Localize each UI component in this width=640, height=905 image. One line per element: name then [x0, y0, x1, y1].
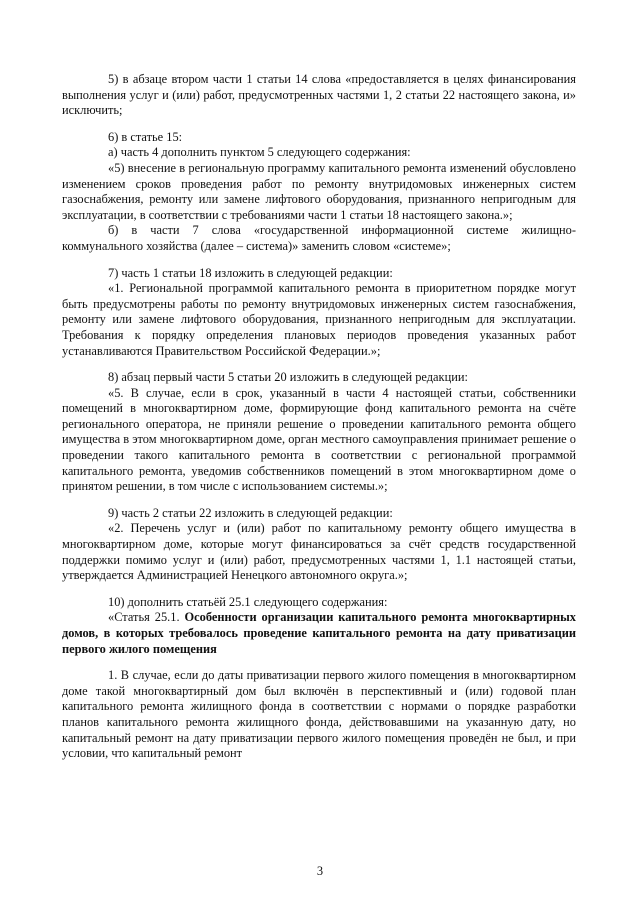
page-number: 3 — [316, 864, 324, 878]
article-heading — [62, 610, 576, 657]
paragraph: «5) внесение в региональную программу капитального ремонта изменений обусловлено изменением сроков проведения работ по ремонту внутридомовых инженерных систем газоснабжения, ремонту или замене лифтового оборудования, признанного непригодным для эксплуатации, в соответствии с требованиями части 1 статьи 18 настоящего закона.»; — [62, 160, 576, 222]
amendment-item-8 — [62, 370, 576, 495]
document-page — [62, 72, 576, 773]
paragraph: «5. В случае, если в срок, указанный в части 4 настоящей статьи, собственники помещений в многоквартирном доме, формирующие фонд капитального ремонта на счёте регионального оператора, не приняли решение о проведении капитального ремонта общего имущества в этом многоквартирном доме, орган местного самоуправления принимает решение о проведении такого капитального ремонта в соответствии с региональной программой капитального ремонта, уведомив собственников помещений в этом многоквартирном доме о принятом решении, в том числе с использованием системы.»; — [62, 385, 576, 494]
paragraph: б) в части 7 слова «государственной информационной системе жилищно-коммунального хозяйства (далее – система)» заменить словом «системе»; — [62, 223, 576, 253]
paragraph: 10) дополнить статьёй 25.1 следующего содержания: — [108, 594, 388, 609]
paragraph: а) часть 4 дополнить пунктом 5 следующего содержания: — [108, 145, 411, 160]
amendment-item-6 — [62, 130, 576, 255]
article-25-1-part-1 — [62, 668, 576, 762]
paragraph: 5) в абзаце втором части 1 статьи 14 слова «предоставляется в целях финансирования выполнения услуг и (или) работ, предусмотренных частями 1, 2 статьи 22 настоящего закона, и» исключить; — [62, 72, 576, 118]
article-heading-title: Особенности организации капитального ремонта многоквартирных домов, в которых требовалось проведение капитального ремонта на дату приватизации первого жилого помещения — [62, 610, 576, 656]
paragraph: 8) абзац первый части 5 статьи 20 изложить в следующей редакции: — [108, 370, 468, 385]
paragraph: «1. Региональной программой капитального ремонта в приоритетном порядке могут быть предусмотрены работы по ремонту внутридомовых инженерных систем газоснабжения, ремонту или замене лифтового оборудования, признанного непригодным для эксплуатации. Требования к порядку определения плановых периодов проведения указанных работ устанавливаются Правительством Российской Федерации.»; — [62, 281, 576, 358]
article-heading-prefix: «Статья 25.1. — [108, 610, 185, 625]
amendment-item-10 — [62, 595, 576, 657]
paragraph: 9) часть 2 статьи 22 изложить в следующей редакции: — [108, 505, 393, 520]
amendment-item-5 — [62, 72, 576, 119]
amendment-item-7 — [62, 266, 576, 360]
paragraph: 7) часть 1 статьи 18 изложить в следующей редакции: — [108, 265, 393, 280]
paragraph: 6) в статье 15: — [108, 129, 183, 144]
paragraph: 1. В случае, если до даты приватизации первого жилого помещения в многоквартирном доме такой многоквартирный дом был включён в перспективный и (или) годовой план капитального ремонта жилищного фонда в соответствии с нормами о порядке разработки планов капитального ремонта жилищного фонда, действовавшими на указанную дату, но капитальный ремонт на дату приватизации первого жилого помещения проведён не был, и при условии, что капитальный ремонт — [62, 668, 576, 761]
paragraph: «2. Перечень услуг и (или) работ по капитальному ремонту общего имущества в многоквартирном доме, которые могут финансироваться за счёт средств государственной поддержки помимо услуг и (или) работ, предусмотренных частями 1, 1.1 настоящей статьи, утверждается Администрацией Ненецкого автономного округа.»; — [62, 521, 576, 583]
amendment-item-9 — [62, 506, 576, 584]
